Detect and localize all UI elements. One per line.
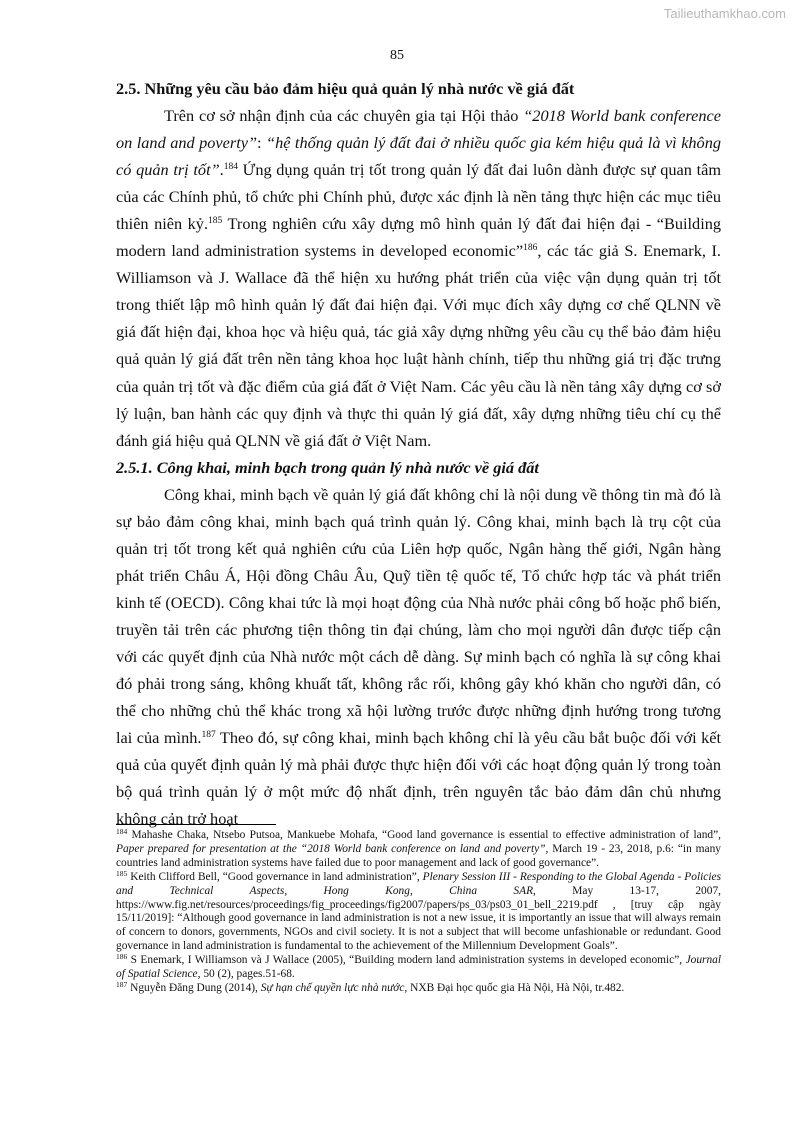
main-content [116,75,721,832]
subsection-paragraph: Công khai, minh bạch về quản lý giá đất không chỉ là nội dung về thông tin mà đó là sự bảo đảm công khai, minh bạch quá trình quản lý. Công khai, minh bạch là trụ cột của quản trị tốt trong kết quả nghiên cứu của Liên hợp quốc, Ngân hàng thế giới, Ngân hàng phát triển Châu Á, Hội đồng Châu Âu, Quỹ tiền tệ quốc tế, Tổ chức hợp tác và phát triển kinh tế (OECD). Công khai tức là mọi hoạt động của Nhà nước phải công bố hoặc phổ biến, truyền tải trên các phương tiện thông tin đại chúng, làm cho mọi người dân được tiếp cận với các quyết định của Nhà nước một cách dễ dàng. Sự minh bạch có nghĩa là sự công khai đó phải trong sáng, không khuất tất, không rắc rối, không gây khó khăn cho người dân, có thể cho những chủ thể khác trong xã hội lường trước được những định hướng trong tương lai của mình.$^{187}$ Theo đó, sự công khai, minh bạch không chỉ là yêu cầu bắt buộc đối với kết quả của quyết định quản lý mà phải được thực hiện đối với các hoạt động quản lý trong toàn bộ quá trình quản lý ở một mức độ nhất định, trên nguyên tắc bảo đảm dân chủ nhưng không cản trở hoạt [116,484,721,829]
page-number: 85 [390,48,404,63]
footnote-ref-187[interactable]: 187 [201,730,216,741]
footnotes [116,829,721,996]
section-heading: 2.5. Những yêu cầu bảo đảm hiệu quả quản lý nhà nước về giá đất [116,79,575,98]
footnote-186: $^{186}$ S Enemark, I Williamson và J Wallace (2005), “Building modern land administration systems in developed economic”, Journal of Spatial Science, 50 (2), pages.51-68. [116,952,721,981]
footnote-separator [116,824,276,825]
footnote-ref-185[interactable]: 185 [208,216,223,227]
footnote-187: $^{187}$ Nguyễn Đăng Dung (2014), Sự hạn chế quyền lực nhà nước, NXB Đại học quốc gia Hà Nội, Hà Nội, tr.482. [116,979,625,994]
watermark: Tailieuthamkhao.com [663,6,786,21]
footnote-ref-186[interactable]: 186 [523,243,538,254]
footnote-ref-184[interactable]: 184 [223,162,238,173]
footnote-184: $^{184}$ Mahashe Chaka, Ntsebo Putsoa, Mankuebe Mohafa, “Good land governance is essential to effective administration of land”, Paper prepared for presentation at the “2018 World bank conference on land and poverty”, March 19 - 23, 2018, p.6: “in many countries land administration systems have failed due to poor management and lack of good governance”. [116,827,721,869]
section-paragraph: Trên cơ sở nhận định của các chuyên gia tại Hội thảo “2018 World bank conference on land and poverty”: “hệ thống quản lý đất đai ở nhiều quốc gia kém hiệu quả là vì không có quản trị tốt”.$^{184}$ Ứng dụng quản trị tốt trong quản lý đất đai luôn dành được sự quan tâm của các Chính phủ, tổ chức phi Chính phủ, được xác định là nền tảng thực hiện các mục tiêu thiên niên kỷ.$^{185}$ Trong nghiên cứu xây dựng mô hình quản lý đất đai hiện đại - “Building modern land administration systems in developed economic”$^{186}$, các tác giả S. Enemark, I. Williamson và J. Wallace đã thể hiện xu hướng phát triển của việc vận dụng quản trị tốt trong thiết lập mô hình quản lý đất đai hiện đại. Với mục đích xây dựng cơ chế QLNN về giá đất hiện đại, khoa học và hiệu quả, tác giả xây dựng những yêu cầu cụ thể bảo đảm hiệu quả quản lý giá đất trên nền tảng khoa học luật hành chính, tiếp thu những giá trị đặc trưng của quản trị tốt và đặc điểm của giá đất ở Việt Nam. Các yêu cầu là nền tảng xây dựng cơ sở lý luận, ban hành các quy định và thực thi quản lý giá đất, xây dựng những tiêu chí cụ thể đánh giá hiệu quả QLNN về giá đất ở Việt Nam. [116,106,722,450]
subsection-heading: 2.5.1. Công khai, minh bạch trong quản lý nhà nước về giá đất [116,457,539,477]
footnote-185: $^{185}$ Keith Clifford Bell, “Good governance in land administration”, Plenary Session III - Responding to the Global Agenda - Policies and Technical Aspects, Hong Kong, China SAR, May 13-17, 2007, https://www.fig.net/resources/proceedings/fig_proceedings/fig2007/papers/ps_03/ps03_01_bell_2219.pdf , [truy cập ngày 15/11/2019]: “Although good governance in land administration is not a new issue, it is importantly an issue that will always remain of concern to donors, governments, NGOs and civil society. It is not a subject that will become unfashionable or redundant. Good governance in land administration is fundamental to the achievement of the Millennium Development Goals”. [116,868,722,953]
